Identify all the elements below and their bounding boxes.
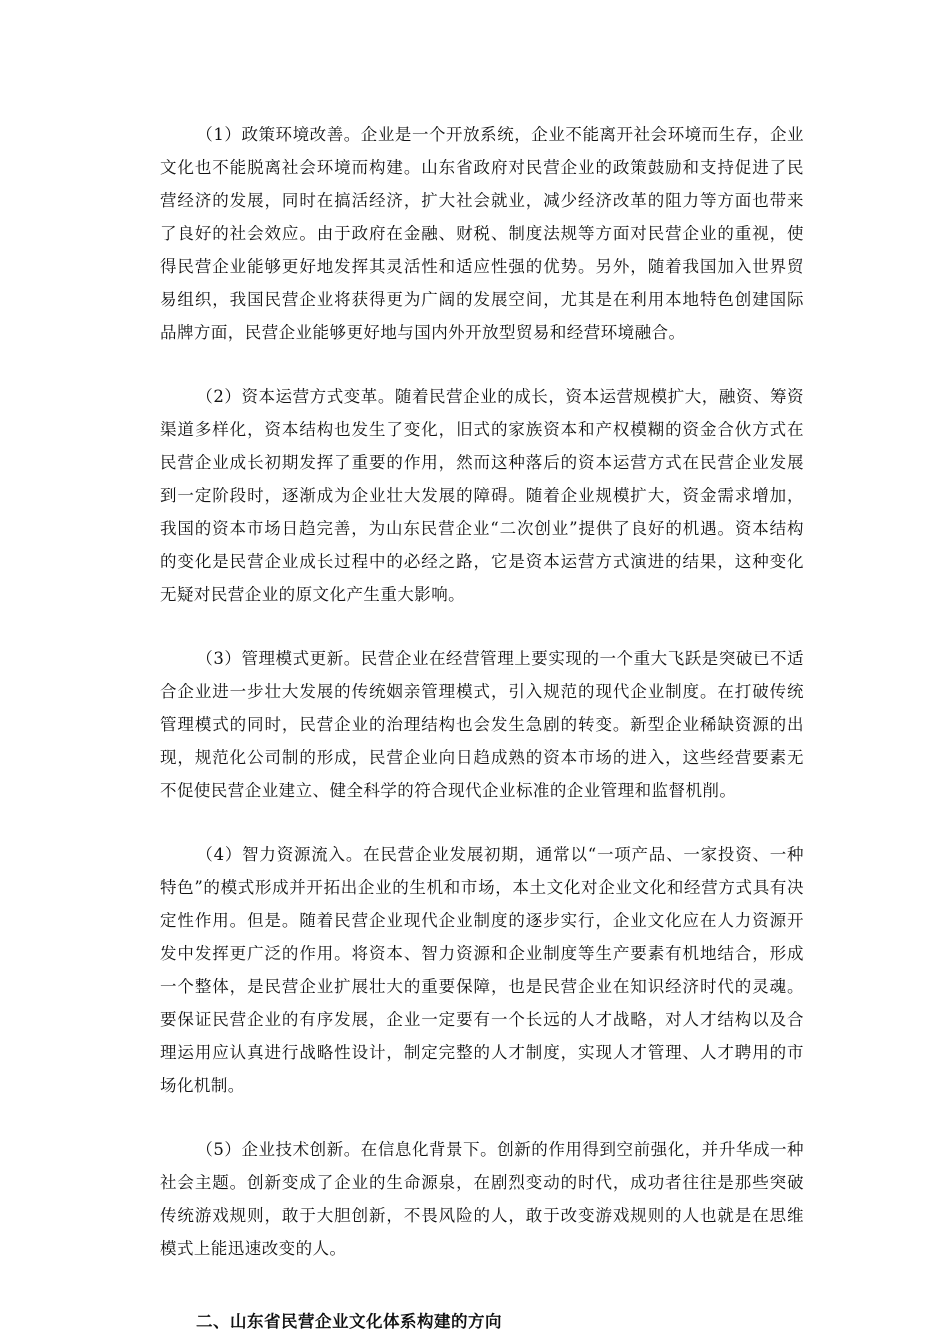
paragraph-intellectual-resources: （4）智力资源流入。在民营企业发展初期，通常以“一项产品、一家投资、一种特色”的模式形成并开拓出企业的生机和市场，本土文化对企业文化和经营方式具有决定性作用。但是。随着民营企业现代企业制度的逐步实行，企业文化应在人力资源开发中发挥更广泛的作用。将资本、智力资源和企业制度等生产要素有机地结合，形成一个整体，是民营企业扩展壮大的重要保障，也是民营企业在知识经济时代的灵魂。要保证民营企业的有序发展，企业一定要有一个长远的人才战略，对人才结构以及合理运用应认真进行战略性设计，制定完整的人才制度，实现人才管理、人才聘用的市场化机制。 xyxy=(160,845,804,1095)
paragraph-policy-environment: （1）政策环境改善。企业是一个开放系统，企业不能离开社会环境而生存，企业文化也不能脱离社会环境而构建。山东省政府对民营企业的政策鼓励和支持促进了民营经济的发展，同时在搞活经济，扩大社会就业，减少经济改革的阻力等方面也带来了良好的社会效应。由于政府在金融、财税、制度法规等方面对民营企业的重视，使得民营企业能够更好地发挥其灵活性和适应性强的优势。另外，随着我国加入世界贸易组织，我国民营企业将获得更为广阔的发展空间，尤其是在利用本地特色创建国际品牌方面，民营企业能够更好地与国内外开放型贸易和经营环境融合。 xyxy=(160,125,804,342)
section-heading: 二、山东省民营企业文化体系构建的方向 xyxy=(196,1312,502,1331)
paragraph-capital-operation: （2）资本运营方式变革。随着民营企业的成长，资本运营规模扩大，融资、筹资渠道多样化，资本结构也发生了变化，旧式的家族资本和产权模糊的资金合伙方式在民营企业成长初期发挥了重要的作用，然而这种落后的资本运营方式在民营企业发展到一定阶段时，逐渐成为企业壮大发展的障碍。随着企业规模扩大，资金需求增加，我国的资本市场日趋完善，为山东民营企业“二次创业”提供了良好的机遇。资本结构的变化是民营企业成长过程中的必经之路，它是资本运营方式演进的结果，这种变化无疑对民营企业的原文化产生重大影响。 xyxy=(160,387,804,604)
paragraph-management-mode: （3）管理模式更新。民营企业在经营管理上要实现的一个重大飞跃是突破已不适合企业进一步壮大发展的传统姻亲管理模式，引入规范的现代企业制度。在打破传统管理模式的同时，民营企业的治理结构也会发生急剧的转变。新型企业稀缺资源的出现，规范化公司制的形成，民营企业向日趋成熟的资本市场的进入，这些经营要素无不促使民营企业建立、健全科学的符合现代企业标准的企业管理和监督机削。 xyxy=(160,649,804,800)
paragraph-technology-innovation: （5）企业技术创新。在信息化背景下。创新的作用得到空前强化，并升华成一种社会主题。创新变成了企业的生命源泉，在剧烈变动的时代，成功者往往是那些突破传统游戏规则，敢于大胆创新，不畏风险的人，敢于改变游戏规则的人也就是在思维模式上能迅速改变的人。 xyxy=(160,1140,804,1258)
